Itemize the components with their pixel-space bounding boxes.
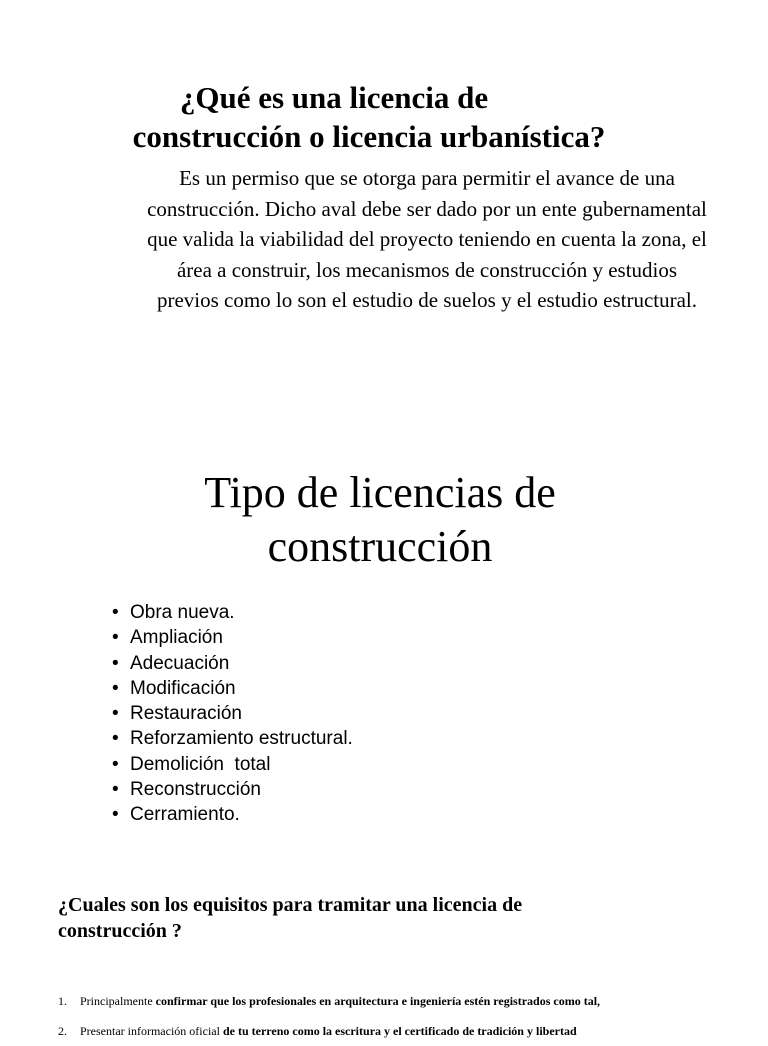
license-types-list: [112, 600, 353, 828]
list-item: [112, 777, 353, 802]
bullet-icon: •: [112, 703, 119, 725]
list-item-emphasis: de tu terreno como la escritura y el certificado de tradición y libertad: [222, 1024, 577, 1038]
list-item: [112, 651, 353, 676]
requirements-heading: [58, 892, 618, 944]
bullet-icon: •: [112, 602, 119, 623]
list-item: [112, 701, 353, 726]
list-item-label: Reconstrucción: [130, 779, 261, 801]
list-item-label: Modificación: [130, 677, 236, 699]
list-item-label: Obra nueva.: [130, 602, 235, 623]
paragraph-line: que valida la viabilidad del proyecto teniendo en cuenta la zona, el: [147, 227, 707, 251]
slide-title-line-1: ¿Qué es una licencia de: [179, 80, 489, 115]
paragraph-line: previos como lo son el estudio de suelos y el estudio estructural.: [156, 288, 698, 312]
list-item: [112, 802, 353, 827]
slide-title-line-2: construcción o licencia urbanística?: [132, 119, 606, 154]
list-item-number: 1.: [58, 994, 67, 1008]
list-item-label: Ampliación: [130, 627, 223, 649]
paragraph-line: construcción. Dicho aval debe ser dado por un ente gubernamental: [147, 196, 707, 221]
bullet-icon: •: [112, 728, 119, 750]
bullet-icon: •: [112, 779, 119, 801]
list-item: [58, 1016, 758, 1046]
bullet-icon: •: [112, 804, 119, 826]
list-item-label: Cerramiento.: [130, 804, 240, 826]
bullet-icon: •: [112, 677, 119, 699]
list-item-text: Presentar información oficial: [80, 1024, 223, 1038]
paragraph-line: Es un permiso que se otorga para permitir el avance de una: [179, 166, 675, 190]
list-item: [112, 625, 353, 650]
list-item-label: Adecuación: [130, 652, 230, 674]
paragraph-line: área a construir, los mecanismos de construcción y estudios: [176, 257, 678, 282]
list-item-emphasis: confirmar que los profesionales en arquitectura e ingeniería estén registrados como tal,: [155, 994, 601, 1008]
list-item-label: Demolición total: [130, 753, 271, 775]
list-item: [112, 676, 353, 701]
list-item-label: Reforzamiento estructural.: [130, 728, 353, 750]
license-types-title-line-2: construcción: [267, 522, 493, 571]
requirements-heading-line-2: construcción ?: [58, 920, 182, 942]
license-types-title: [0, 466, 760, 574]
requirements-heading-line-1: ¿Cuales son los equisitos para tramitar una licencia de: [58, 894, 523, 916]
list-item-number: 2.: [58, 1024, 67, 1038]
list-item: [112, 752, 353, 777]
list-item-label: Restauración: [130, 703, 242, 725]
bullet-icon: •: [112, 753, 119, 775]
bullet-icon: •: [112, 627, 119, 649]
license-types-title-line-1: Tipo de licencias de: [204, 468, 556, 517]
list-item-text: Principalmente: [80, 994, 156, 1008]
bullet-icon: •: [112, 652, 119, 674]
slide-title: [0, 78, 768, 156]
definition-paragraph: [112, 163, 742, 316]
list-item: [112, 726, 353, 751]
list-item: [58, 986, 758, 1016]
list-item: [112, 600, 353, 625]
requirements-list: [58, 986, 758, 1046]
